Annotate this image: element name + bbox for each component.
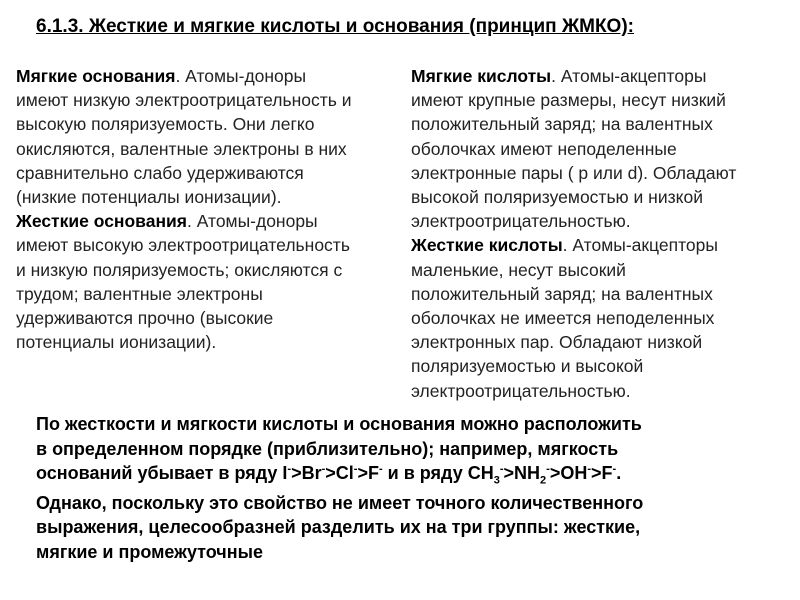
hard-acids-line-2: маленькие, несут высокий	[411, 259, 626, 280]
summary-line-4: Однако, поскольку это свойство не имеет точного количественного	[36, 492, 644, 513]
soft-acids-line-4: оболочках имеют неподеленные	[411, 138, 677, 159]
soft-acids-heading: Мягкие кислоты	[411, 66, 552, 86]
soft-bases-line-5: сравнительно слабо удерживаются	[16, 162, 304, 183]
soft-acids-line-2: имеют крупные размеры, несут низкий	[411, 90, 726, 111]
summary-block	[36, 412, 776, 564]
hard-bases-line-3: и низкую поляризуемость; окисляются с	[16, 259, 343, 280]
hard-acids-line-7: электроотрицательностью.	[411, 380, 631, 401]
summary-line-5: выражения, целесообразней разделить их на три группы: жесткие,	[36, 517, 641, 537]
hard-acids-line-3: положительный заряд; на валентных	[411, 283, 713, 304]
soft-acids-line-3: положительный заряд; на валентных	[411, 114, 713, 135]
hard-bases-line-1: Жесткие основания. Атомы-доноры	[16, 211, 318, 232]
soft-acids-line-1: Мягкие кислоты. Атомы-акцепторы	[411, 66, 707, 86]
hard-acids-heading: Жесткие кислоты	[411, 235, 563, 256]
soft-acids-line-5: электронные пары ( р или d). Обладают	[411, 162, 737, 183]
soft-bases-line-3: высокую поляризуемость. Они легко	[16, 114, 315, 135]
hard-acids-line-1: Жесткие кислоты. Атомы-акцепторы	[411, 235, 718, 256]
hard-acids-line-4: оболочках не имеется неподеленных	[411, 308, 715, 329]
summary-line-1: По жесткости и мягкости кислоты и основания можно расположить	[36, 414, 642, 434]
hard-bases-line-6: потенциалы ионизации).	[16, 332, 217, 353]
soft-bases-heading: Мягкие основания	[16, 66, 176, 86]
right-column	[411, 64, 791, 403]
hard-acids-line-6: поляризуемостью и высокой	[411, 356, 644, 377]
soft-bases-line-2: имеют низкую электроотрицательность и	[16, 90, 352, 111]
soft-bases-line-6: (низкие потенциалы ионизации).	[16, 187, 282, 208]
soft-bases-line-1: Мягкие основания. Атомы-доноры	[16, 66, 307, 86]
hard-bases-line-2: имеют высокую электроотрицательность	[16, 235, 350, 256]
hard-bases-heading: Жесткие основания	[16, 211, 187, 232]
soft-bases-line-4: окисляются, валентные электроны в них	[16, 138, 347, 159]
soft-acids-line-7: электроотрицательностью.	[411, 211, 631, 232]
left-column	[16, 64, 408, 354]
page-title: 6.1.3. Жесткие и мягкие кислоты и основания (принцип ЖМКО):	[36, 16, 634, 37]
summary-line-3: оснований убывает в ряду I->Br->Cl->F- и в ряду $CH_3^->NH_2^->OH^->F^-$.	[36, 463, 622, 487]
summary-line-6: мягкие и промежуточные	[36, 541, 264, 562]
soft-acids-line-6: высокой поляризуемостью и низкой	[411, 187, 704, 208]
hard-bases-line-5: удерживаются прочно (высокие	[16, 308, 274, 329]
hard-acids-line-5: электронных пар. Обладают низкой	[411, 332, 703, 353]
hard-bases-line-4: трудом; валентные электроны	[16, 283, 263, 304]
summary-line-2: в определенном порядке (приблизительно); например, мягкость	[36, 438, 619, 459]
